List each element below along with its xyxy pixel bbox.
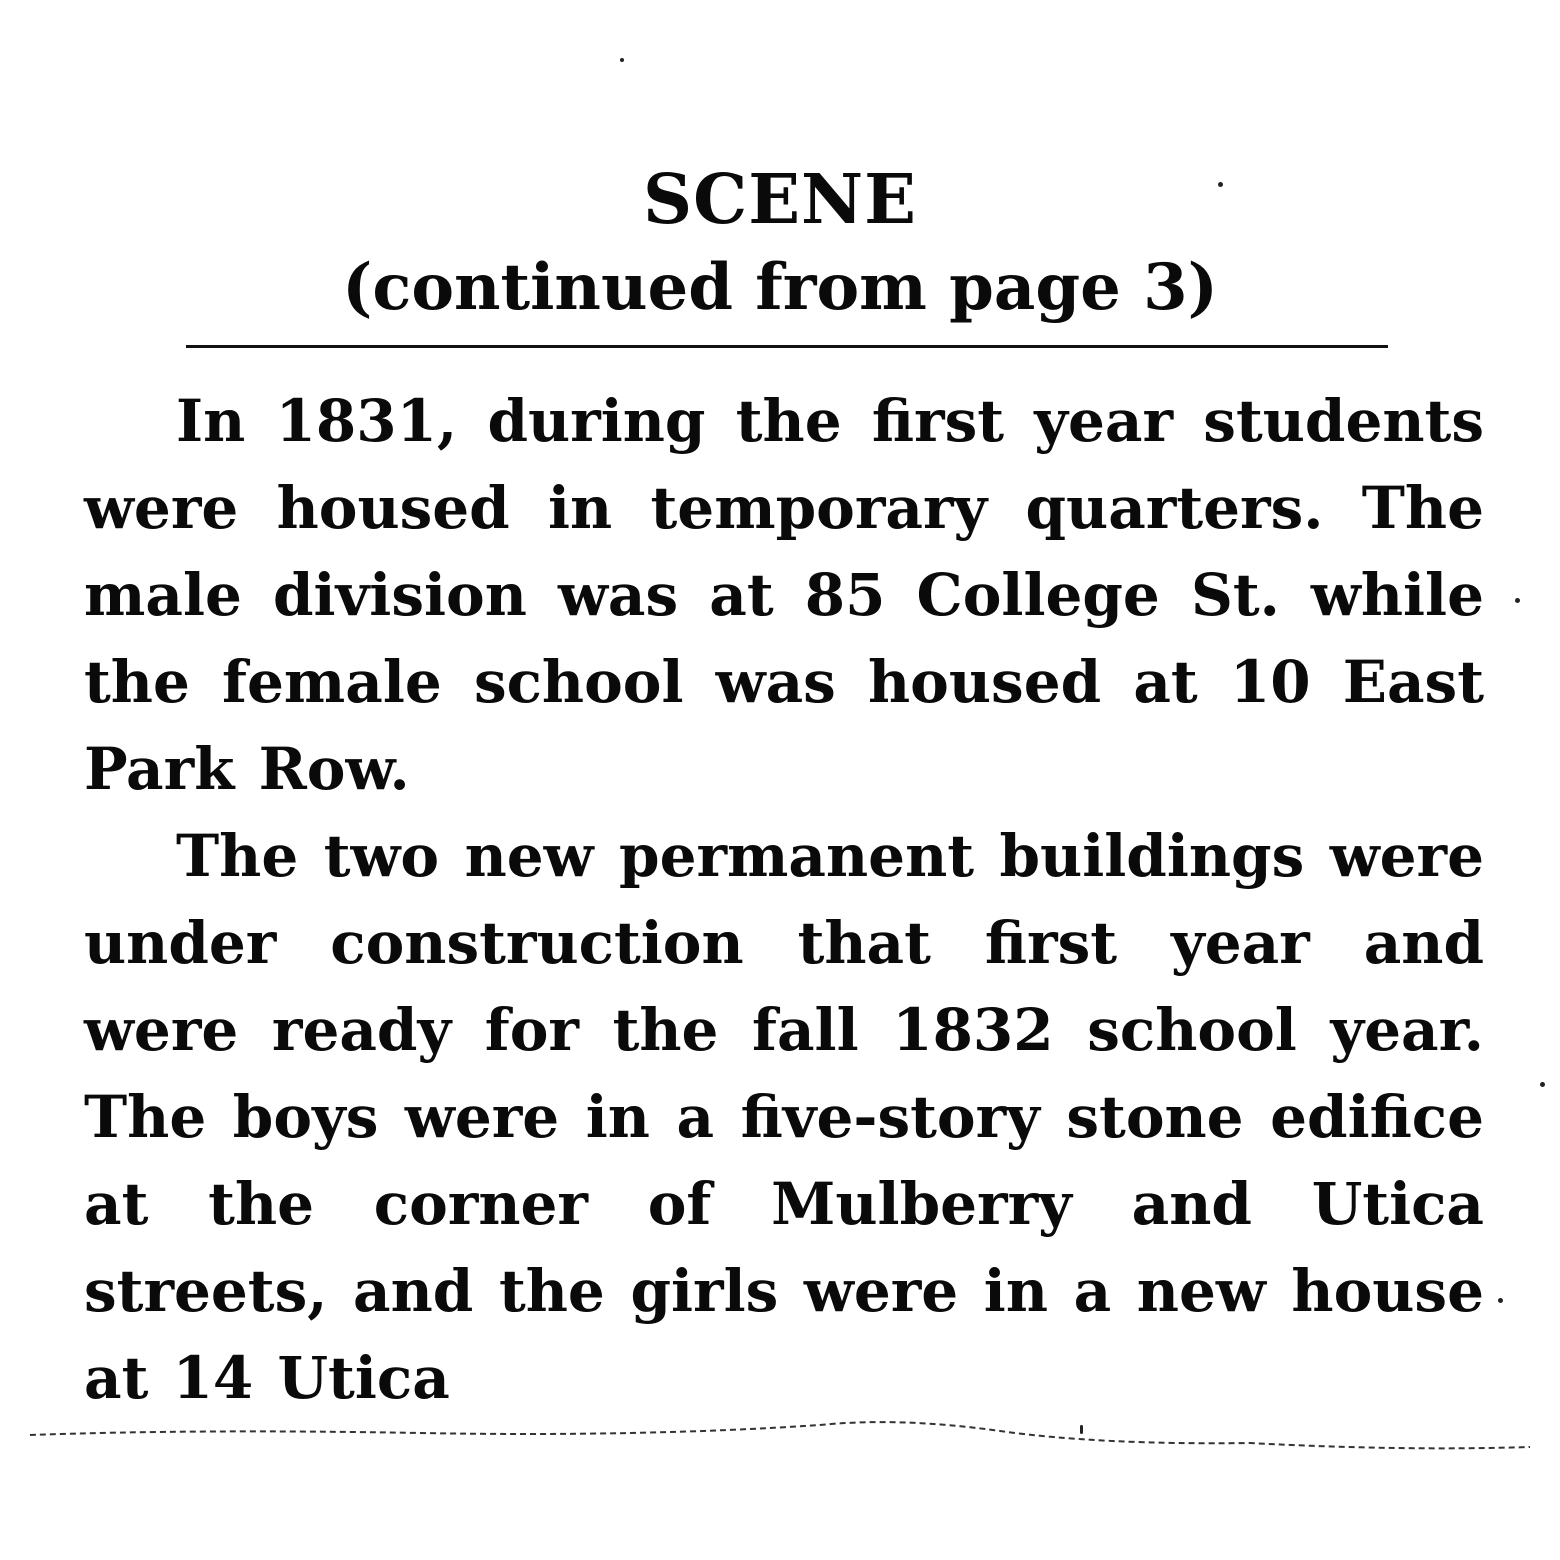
print-speck [1540,1082,1545,1087]
print-speck [1218,182,1223,187]
print-speck [620,58,624,62]
article-paragraph-2: The two new permanent buildings were under construction that first year and were ready for the fall 1832 school year. The boys were in a five-story stone edifice at the corner of Mulberry and Utica streets, and the girls were in a new house at 14 Utica [84,822,1484,1412]
print-speck [1080,1425,1083,1434]
article-paragraph-1: In 1831, during the first year students were housed in temporary quarters. The male division was at 85 College St. while the female school was housed at 10 East Park Row. [84,387,1484,803]
heading-rule [186,345,1388,348]
continuation-note: (continued from page 3) [342,250,1218,325]
article-body [84,378,1484,1422]
torn-paper-edge [0,1395,1560,1475]
article-heading: SCENE [642,160,918,240]
print-speck [1515,598,1520,603]
print-speck [1498,1298,1503,1303]
